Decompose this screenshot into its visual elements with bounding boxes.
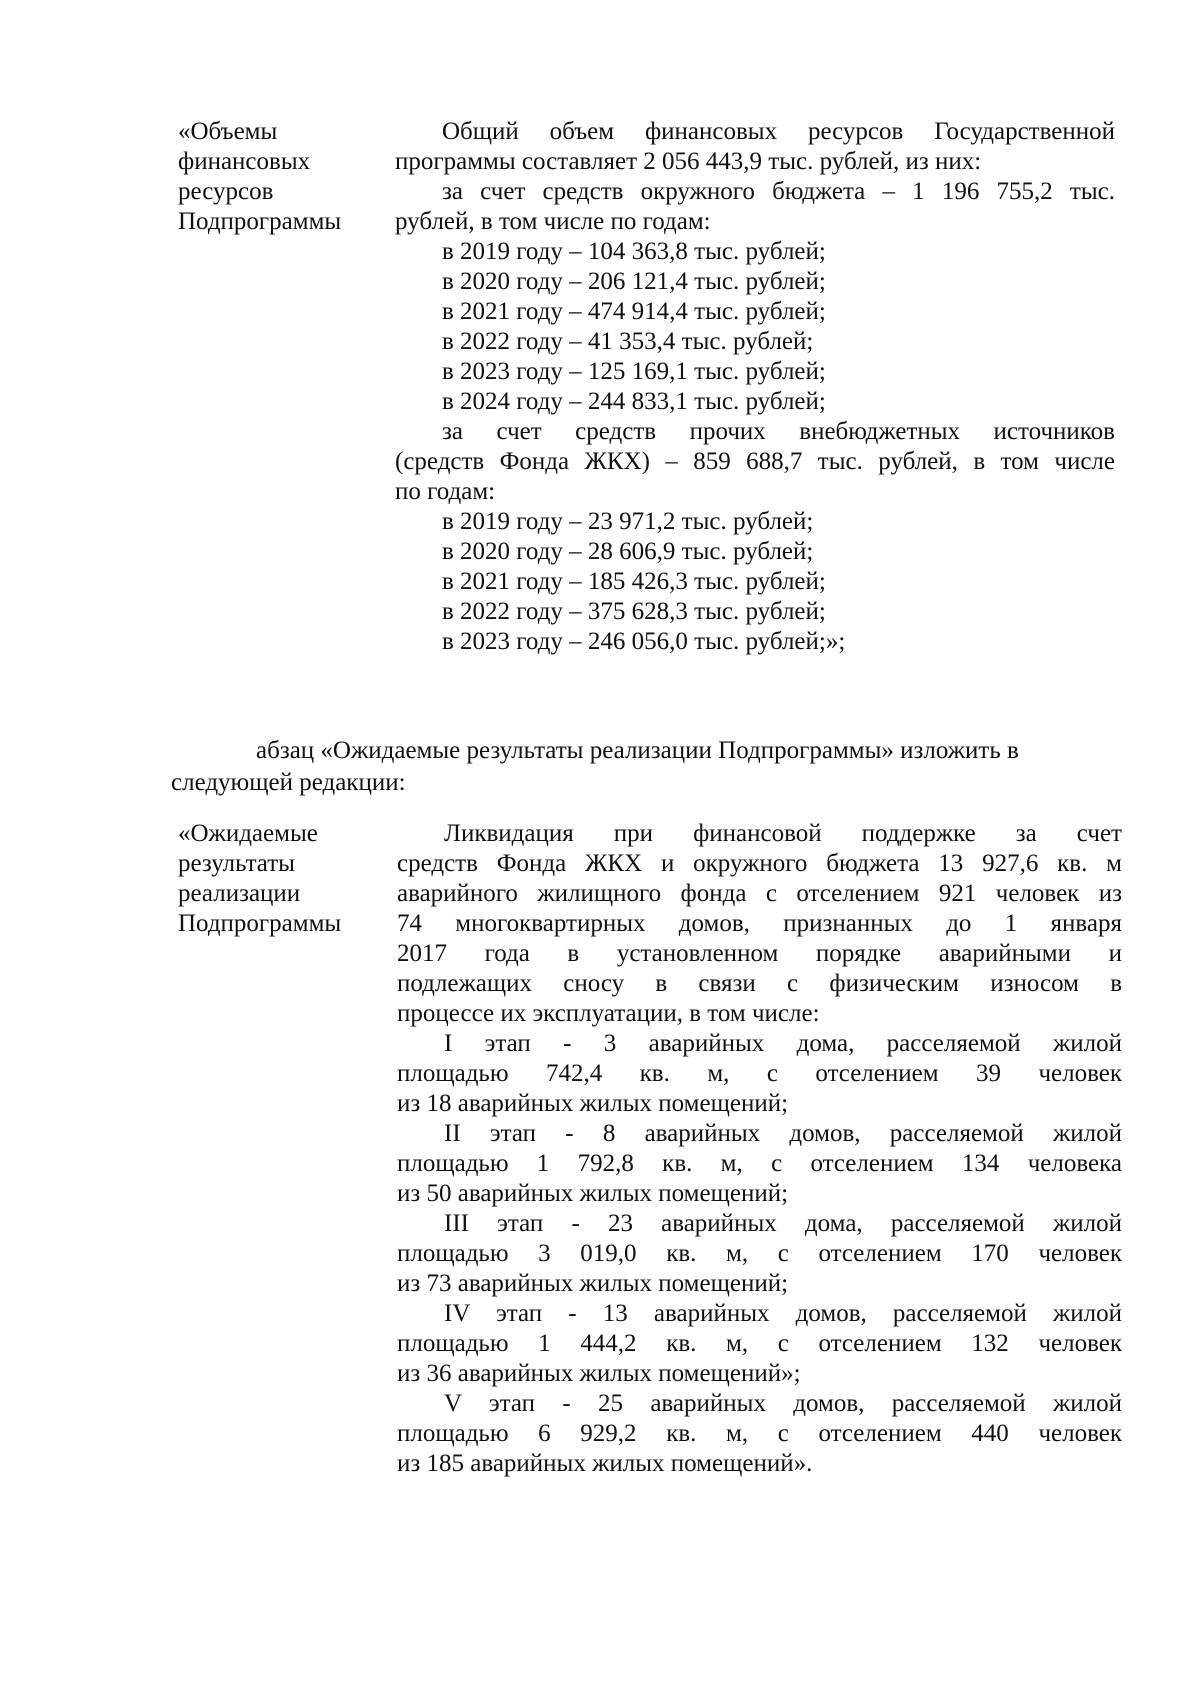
budget-year-item: в 2024 году – 244 833,1 тыс. рублей; xyxy=(442,388,826,415)
text-line: за счет средств окружного бюджета – 1 196 755,2 тыс. xyxy=(442,178,1115,205)
text-line: за счет средств прочих внебюджетных источников xyxy=(442,418,1115,445)
section1-label-line: Подпрограммы xyxy=(178,208,342,235)
section1-label-line: ресурсов xyxy=(178,178,274,205)
section2-label-line: Подпрограммы xyxy=(178,910,342,937)
section2-label-line: «Ожидаемые xyxy=(178,820,318,847)
section2-label-line: реализации xyxy=(178,880,301,907)
stage-line: из 18 аварийных жилых помещений; xyxy=(397,1090,789,1117)
stage-line: из 50 аварийных жилых помещений; xyxy=(397,1180,789,1207)
paragraph-line: абзац «Ожидаемые результаты реализации Подпрограммы» изложить в xyxy=(256,737,1019,764)
text-line: 74 многоквартирных домов, признанных до 1 января xyxy=(397,910,1122,937)
stage-line: V этап - 25 аварийных домов, расселяемой жилой xyxy=(444,1390,1122,1417)
stage-line: площадью 1 444,2 кв. м, с отселением 132 человек xyxy=(397,1330,1122,1357)
section1-body xyxy=(395,117,1115,657)
text-line: подлежащих сносу в связи с физическим износом в xyxy=(397,970,1122,997)
stage-line: из 185 аварийных жилых помещений». xyxy=(397,1450,813,1477)
stage-line: II этап - 8 аварийных домов, расселяемой жилой xyxy=(444,1120,1122,1147)
stage-line: площадью 742,4 кв. м, с отселением 39 человек xyxy=(397,1060,1122,1087)
text-line: 2017 года в установленном порядке аварийными и xyxy=(397,940,1122,967)
budget-year-item: в 2023 году – 125 169,1 тыс. рублей; xyxy=(442,358,826,385)
section2-label-line: результаты xyxy=(178,850,295,877)
paragraph-line: следующей редакции: xyxy=(171,769,406,796)
budget-year-item: в 2021 году – 474 914,4 тыс. рублей; xyxy=(442,298,826,325)
fund-year-item: в 2021 году – 185 426,3 тыс. рублей; xyxy=(442,568,826,595)
section2-label xyxy=(178,819,378,939)
text-line: рублей, в том числе по годам: xyxy=(395,208,711,235)
section2-body xyxy=(397,819,1122,1479)
section1-label-line: финансовых xyxy=(178,148,311,175)
stage-line: из 73 аварийных жилых помещений; xyxy=(397,1270,789,1297)
text-line: Ликвидация при финансовой поддержке за счет xyxy=(444,820,1122,847)
text-line: (средств Фонда ЖКХ) – 859 688,7 тыс. рублей, в том числе xyxy=(395,448,1115,475)
text-line: Общий объем финансовых ресурсов Государственной xyxy=(442,118,1115,145)
text-line: средств Фонда ЖКХ и окружного бюджета 13 927,6 кв. м xyxy=(397,850,1122,877)
fund-year-item: в 2019 году – 23 971,2 тыс. рублей; xyxy=(442,508,814,535)
section1-label-line: «Объемы xyxy=(178,118,278,145)
fund-year-item: в 2020 году – 28 606,9 тыс. рублей; xyxy=(442,538,814,565)
text-line: аварийного жилищного фонда с отселением 921 человек из xyxy=(397,880,1122,907)
budget-year-item: в 2019 году – 104 363,8 тыс. рублей; xyxy=(442,238,826,265)
fund-year-item: в 2022 году – 375 628,3 тыс. рублей; xyxy=(442,598,826,625)
section1-label xyxy=(178,117,378,237)
amendment-paragraph xyxy=(171,735,1131,799)
stage-line: площадью 1 792,8 кв. м, с отселением 134 человека xyxy=(397,1150,1122,1177)
budget-year-item: в 2020 году – 206 121,4 тыс. рублей; xyxy=(442,268,826,295)
stage-line: площадью 3 019,0 кв. м, с отселением 170 человек xyxy=(397,1240,1122,1267)
budget-year-item: в 2022 году – 41 353,4 тыс. рублей; xyxy=(442,328,814,355)
text-line: программы составляет 2 056 443,9 тыс. рублей, из них: xyxy=(395,148,982,175)
stage-line: из 36 аварийных жилых помещений»; xyxy=(397,1360,801,1387)
stage-line: III этап - 23 аварийных дома, расселяемой жилой xyxy=(444,1210,1122,1237)
fund-year-item: в 2023 году – 246 056,0 тыс. рублей;»; xyxy=(442,628,846,655)
text-line: процессе их эксплуатации, в том числе: xyxy=(397,1000,820,1027)
stage-line: площадью 6 929,2 кв. м, с отселением 440 человек xyxy=(397,1420,1122,1447)
stage-line: IV этап - 13 аварийных домов, расселяемой жилой xyxy=(444,1300,1122,1327)
stage-line: I этап - 3 аварийных дома, расселяемой жилой xyxy=(444,1030,1122,1057)
text-line: по годам: xyxy=(395,478,496,505)
